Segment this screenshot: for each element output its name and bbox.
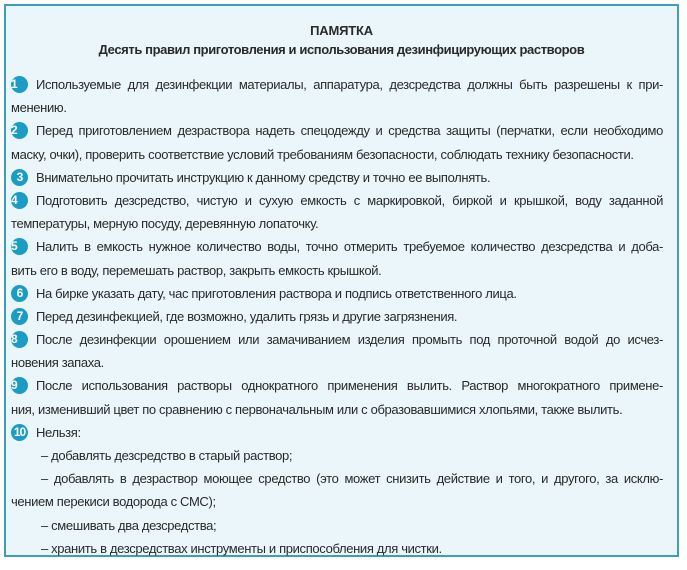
text-line	[11, 119, 663, 142]
rule-text: Внимательно прочитать инструкцию к данному средству и точно ее выполнять.	[36, 169, 491, 185]
text-line	[11, 96, 663, 119]
text-line	[11, 351, 663, 374]
text-line	[11, 73, 663, 96]
number-badge-icon: 5	[11, 238, 28, 255]
number-badge-icon: 9	[11, 377, 28, 394]
text-line	[11, 514, 663, 537]
number-badge-icon: 4	[11, 192, 28, 209]
rules-list	[11, 73, 663, 560]
rule-item	[11, 374, 663, 420]
text-line	[11, 212, 663, 235]
rule-item	[11, 166, 663, 189]
rule-item	[11, 235, 663, 281]
prohibition-item	[11, 537, 663, 560]
prohibition-item	[11, 514, 663, 537]
rule-item	[11, 73, 663, 119]
rule-text: менению.	[11, 100, 67, 116]
rule-text: После использования растворы однократного применения вылить. Раствор многократного примене-	[36, 378, 663, 394]
number-badge-icon: 6	[11, 285, 28, 302]
rule-item	[11, 328, 663, 374]
text-line	[11, 490, 663, 513]
text-line	[11, 537, 663, 560]
memo-title: ПАМЯТКА	[310, 23, 373, 38]
text-line	[11, 143, 663, 166]
prohibition-text: – хранить в дезсредствах инструменты и приспособления для чистки.	[41, 540, 442, 556]
rule-item	[11, 119, 663, 165]
text-line	[11, 259, 663, 282]
rule-item	[11, 305, 663, 328]
text-line	[11, 282, 663, 305]
text-line	[11, 374, 663, 397]
text-line	[11, 166, 663, 189]
text-line	[11, 189, 663, 212]
prohibition-text: – смешивать два дезсредства;	[41, 517, 217, 533]
rule-item	[11, 282, 663, 305]
number-badge-icon: 2	[11, 122, 28, 139]
prohibition-text: – добавлять в дезраствор моющее средство (это может снизить действие и того, и другого, за исклю-	[41, 471, 663, 487]
rule-text: новения запаха.	[11, 355, 104, 371]
text-line	[11, 398, 663, 421]
rule-text: Перед приготовлением дезраствора надеть спецодежду и средства защиты (перчатки, если необходимо	[36, 123, 663, 139]
rule-text: После дезинфекции орошением или замачиванием изделия промыть под проточной водой до исчез-	[36, 332, 663, 348]
rule-item	[11, 421, 663, 444]
rule-text: Подготовить дезсредство, чистую и сухую емкость с маркировкой, биркой и крышкой, воду заданной	[36, 192, 663, 208]
rule-item	[11, 189, 663, 235]
rule-text: Используемые для дезинфекции материалы, аппаратура, дезсредства должны быть разрешены к при-	[36, 77, 663, 92]
rule-text: вить его в воду, перемешать раствор, закрыть емкость крышкой.	[11, 262, 382, 278]
memo-subtitle: Десять правил приготовления и использования дезинфицирующих растворов	[98, 42, 585, 57]
text-line	[11, 235, 663, 258]
text-line	[11, 305, 663, 328]
number-badge-icon: 3	[11, 169, 28, 186]
rule-text: На бирке указать дату, час приготовления раствора и подпись ответственного лица.	[36, 285, 517, 301]
prohibition-text: – добавлять дезсредство в старый раствор;	[41, 448, 293, 463]
text-line	[11, 467, 663, 490]
memo-box	[4, 4, 679, 557]
rule-text: маску, очки), проверить соответствие условий требованиям безопасности, соблюдать технику безопасности.	[11, 146, 634, 162]
prohibition-item	[11, 467, 663, 513]
text-line	[11, 328, 663, 351]
rule-text: Перед дезинфекцией, где возможно, удалить грязь и другие загрязнения.	[36, 308, 458, 324]
rule-text: температуры, мерную посуду, деревянную лопаточку.	[11, 216, 319, 232]
text-line	[11, 421, 663, 444]
rule-text: Налить в емкость нужное количество воды, точно отмерить требуемое количество дезсредства и доба-	[36, 239, 663, 255]
number-badge-icon: 10	[11, 424, 28, 441]
number-badge-icon: 8	[11, 331, 28, 348]
number-badge-icon: 7	[11, 308, 28, 325]
rule-text: ния, изменивший цвет по сравнению с первоначальным или с образовавшимися хлопьями, также вылить.	[11, 401, 623, 417]
prohibition-text: чением перекиси водорода с СМС);	[11, 494, 216, 510]
rule-text: Нельзя:	[36, 424, 81, 440]
number-badge-icon: 1	[11, 76, 28, 93]
prohibition-item	[11, 444, 663, 467]
text-line	[11, 444, 663, 467]
